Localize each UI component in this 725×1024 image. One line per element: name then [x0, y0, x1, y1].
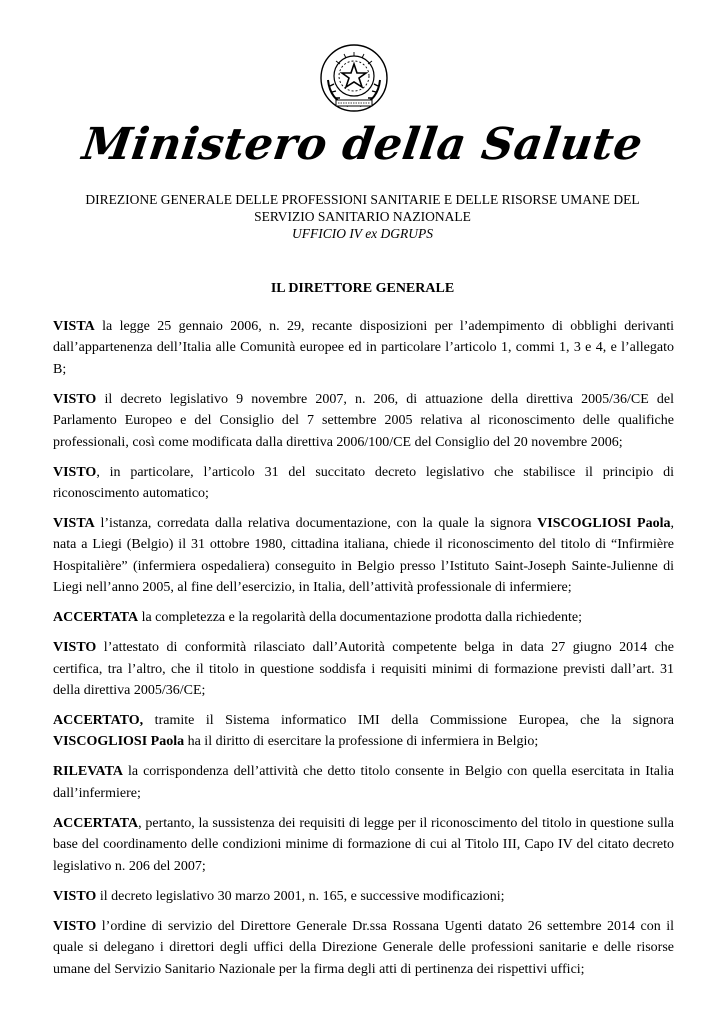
paragraph: [53, 513, 674, 599]
paragraph-lead: ACCERTATA: [53, 815, 139, 831]
applicant-name: VISCOGLIOSI Paola: [53, 734, 185, 750]
document-body: [53, 316, 674, 989]
paragraph-text: , pertanto, la sussistenza dei requisiti di legge per il riconoscimento del titolo in questione sulla base del coordinamento delle condizioni minime di formazione di cui al Titolo III, Capo IV del citato decreto legislativo n. 206 del 2007;: [53, 815, 674, 874]
paragraph-text: l’attestato di conformità rilasciato dall’Autorità competente belga in data 27 giugno 2014 che certifica, tra l’altro, che il titolo in questione soddisfa i requisiti minimi di formazione previsti dall’art. 31 della direttiva 2005/36/CE;: [53, 640, 674, 699]
paragraph-lead: ACCERTATO,: [53, 713, 144, 729]
paragraph: [53, 916, 674, 980]
paragraph: [53, 886, 674, 907]
paragraph-text: la completezza e la regolarità della documentazione prodotta dalla richiedente;: [138, 610, 582, 626]
ministry-name: Ministero della Salute: [79, 119, 646, 170]
directorate-line-2: SERVIZIO SANITARIO NAZIONALE: [254, 209, 471, 224]
paragraph-text: l’ordine di servizio del Direttore Generale Dr.ssa Rossana Ugenti datato 26 settembre 2014 con il quale si delegano i direttori degli uffici della Direzione Generale delle professioni sanitarie e delle risorse umane del Servizio Sanitario Nazionale per la firma degli atti di pertinenza dei rispettivi uffici;: [53, 918, 674, 977]
paragraph: [53, 813, 674, 877]
applicant-name: VISCOGLIOSI Paola: [537, 516, 671, 532]
paragraph: [53, 761, 674, 804]
paragraph: [53, 389, 674, 453]
paragraph: [53, 637, 674, 701]
italian-republic-emblem-icon: [318, 42, 390, 114]
document-title: IL DIRETTORE GENERALE: [270, 281, 455, 296]
paragraph-lead: VISTO: [53, 640, 97, 656]
paragraph-lead: VISTA: [53, 516, 95, 532]
paragraph: [53, 710, 674, 753]
paragraph-text: ha il diritto di esercitare la professione di infermiera in Belgio;: [184, 734, 539, 750]
paragraph-lead: VISTO: [53, 464, 97, 480]
paragraph: [53, 462, 674, 505]
paragraph-text: il decreto legislativo 30 marzo 2001, n. 165, e successive modificazioni;: [96, 888, 505, 904]
directorate-line-1: DIREZIONE GENERALE DELLE PROFESSIONI SANITARIE E DELLE RISORSE UMANE DEL: [85, 192, 640, 207]
paragraph-text: tramite il Sistema informatico IMI della Commissione Europea, che la signora: [143, 713, 674, 729]
paragraph-lead: VISTO: [53, 918, 97, 934]
paragraph-lead: ACCERTATA: [53, 610, 139, 626]
paragraph-lead: VISTA: [53, 319, 95, 334]
paragraph-text: il decreto legislativo 9 novembre 2007, n. 206, di attuazione della direttiva 2005/36/CE del Parlamento Europeo e del Consiglio del 7 settembre 2005 relativa al riconoscimento delle qualifiche professionali, così come modificata dalla direttiva 2006/100/CE del Consiglio del 20 novembre 2006;: [53, 391, 674, 450]
office-line: UFFICIO IV ex DGRUPS: [291, 226, 434, 241]
paragraph: [53, 607, 674, 628]
paragraph-text: la corrispondenza dell’attività che detto titolo consente in Belgio con quella esercitata in Italia dall’infermiere;: [53, 764, 674, 801]
paragraph-lead: RILEVATA: [53, 764, 124, 780]
paragraph-text: l’istanza, corredata dalla relativa documentazione, con la quale la signora: [94, 516, 538, 532]
paragraph-text: la legge 25 gennaio 2006, n. 29, recante disposizioni per l’adempimento di obblighi derivanti dall’appartenenza dell’Italia alle Comunità europee ed in particolare l’articolo 1, commi 1, 3 e 4, e l’allegato B;: [53, 319, 674, 377]
paragraph: [53, 316, 674, 380]
paragraph-text: , nata a Liegi (Belgio) il 31 ottobre 1980, cittadina italiana, chiede il riconoscimento del titolo di “Infirmière Hospitalière” (infermiera ospedaliera) conseguito in Belgio presso l’Istituto Saint-Joseph Sainte-Julienne di Liegi nell’anno 2005, al fine dell’esercizio, in Italia, dell’attività professionale di infermiere;: [53, 516, 674, 596]
paragraph-lead: VISTO: [53, 888, 97, 904]
paragraph-lead: VISTO: [53, 391, 97, 407]
paragraph-text: , in particolare, l’articolo 31 del succitato decreto legislativo che stabilisce il principio di riconoscimento automatico;: [53, 464, 674, 502]
